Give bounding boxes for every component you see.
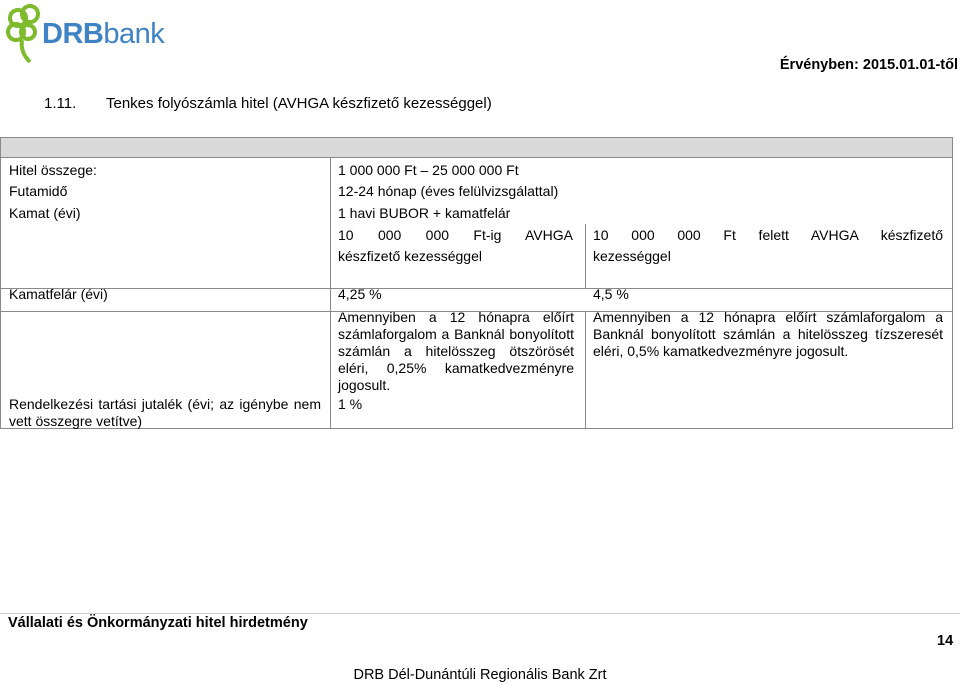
footer-bank-name: DRB Dél-Dunántúli Regionális Bank Zrt (353, 667, 607, 683)
logo-bank-text: bank (103, 18, 165, 50)
margin-tier1-note: Amennyiben a 12 hónapra előírt számlaforgalom a Banknál bonyolított számlán a hitelösszeg ötszörösét eléri, 0,25% kamatkedvezményre jogosult. (338, 309, 574, 393)
margin-tier2-value: 4,5 % (593, 286, 629, 302)
interest-value: 1 havi BUBOR + kamatfelár (338, 205, 511, 221)
column-divider-2-bottom (585, 311, 586, 428)
loan-amount-value: 1 000 000 Ft – 25 000 000 Ft (338, 162, 519, 178)
logo-wordmark (42, 18, 164, 51)
tier1-header-line1: 10 000 000 Ft-ig AVHGA (338, 227, 573, 243)
tier1-header-line2: készfizető kezességgel (338, 248, 482, 264)
term-value: 12-24 hónap (éves felülvizsgálattal) (338, 183, 559, 199)
tier2-header-line1: 10 000 000 Ft felett AVHGA készfizető (593, 227, 943, 243)
loan-amount-label: Hitel összege: (9, 162, 97, 178)
interest-label: Kamat (évi) (9, 205, 81, 221)
logo-drb-text: DRB (42, 18, 104, 50)
section-number: 1.11. (44, 95, 77, 112)
loan-conditions-table (0, 137, 953, 429)
drb-bank-logo (6, 2, 165, 70)
column-divider-2-top (585, 224, 586, 288)
commitment-fee-value: 1 % (338, 396, 363, 412)
tier2-header-line2: kezességgel (593, 248, 671, 264)
margin-tier1-value: 4,25 % (338, 286, 382, 302)
section-heading (44, 95, 492, 112)
footer-divider (0, 613, 960, 614)
term-label: Futamidő (9, 183, 68, 199)
margin-tier2-note: Amennyiben a 12 hónapra előírt számlaforgalom a Banknál bonyolított számlán a hitelösszeg tízszeresét eléri, 0,5% kamatkedvezményre jogosult. (593, 309, 943, 359)
row-divider-margin-top (1, 288, 952, 289)
page-number: 14 (937, 633, 954, 649)
column-divider-1 (330, 158, 331, 428)
margin-label: Kamatfelár (évi) (9, 286, 108, 302)
valid-from-date: Érvényben: 2015.01.01-től (779, 57, 958, 73)
footer-document-title: Vállalati és Önkormányzati hitel hirdetmény (8, 615, 308, 631)
commitment-fee-label: Rendelkezési tartási jutalék (évi; az igénybe nem vett összegre vetítve) (9, 396, 321, 429)
clover-logo-icon (6, 2, 46, 70)
table-header-bar (1, 138, 952, 158)
section-title: Tenkes folyószámla hitel (AVHGA készfizető kezességgel) (106, 95, 492, 112)
